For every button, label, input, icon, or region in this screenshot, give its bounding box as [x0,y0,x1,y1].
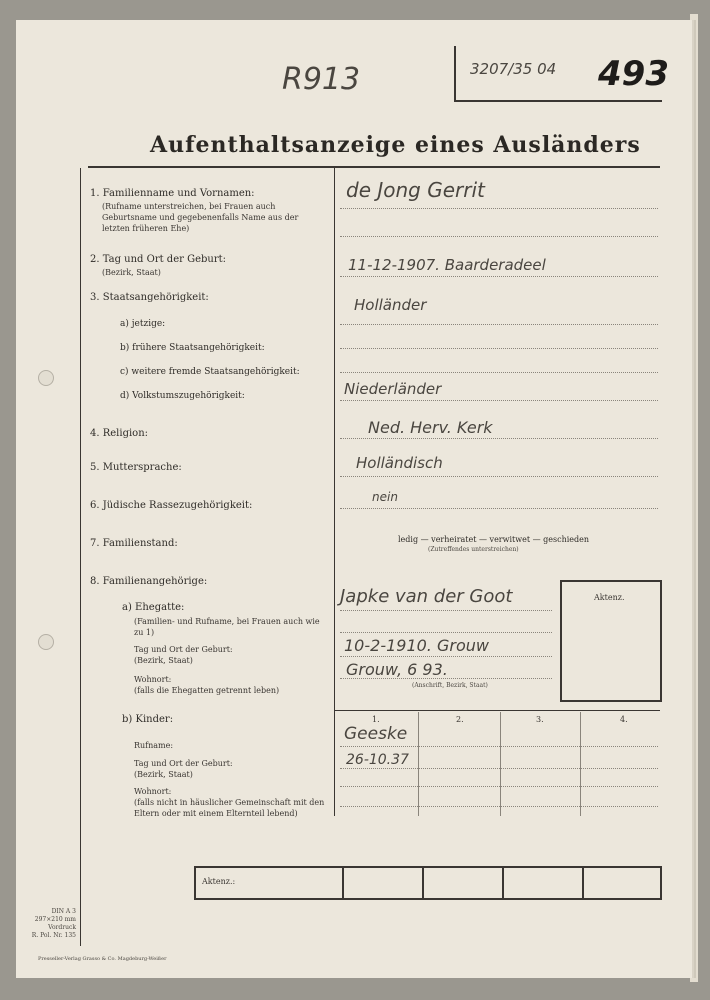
marital-status-note: (Zutreffendes unterstreichen) [428,546,519,553]
footer-sep-3 [502,868,504,898]
field-3-label: 3. Staatsangehörigkeit: [90,292,209,303]
spouse-label: a) Ehegatte: [122,602,185,613]
child-col-sep-2 [500,712,501,816]
spouse-residence-hint: (falls die Ehegatten getrennt leben) [134,686,280,695]
field-3b-label: b) frühere Staatsangehörigkeit: [120,343,265,353]
children-birth-line2 [340,786,658,787]
left-margin-rule [80,168,81,946]
field-5-value: Holländisch [356,454,443,472]
child1-birth-value: 26-10.37 [346,752,409,768]
field-4-line [340,438,658,439]
children-residence-line [340,806,658,807]
field-3a-line [340,324,658,325]
children-rufname-line [340,746,658,747]
field-2-label: 2. Tag und Ort der Geburt: [90,254,227,265]
column-divider [334,168,335,816]
children-residence-hint: (falls nicht in häuslicher Gemeinschaft mit den Eltern oder mit einem Elternteil lebend) [134,798,325,818]
field-6-value: nein [372,490,398,504]
field-3-value: Holländer [354,296,427,314]
child-col-sep-3 [580,712,581,816]
form-title: Aufenthaltsanzeige eines Ausländers [150,132,641,158]
spouse-residence-line [340,678,552,679]
aktenz-box-label: Aktenz. [594,593,625,602]
publisher-note: Presseller-Verlag Grasso & Co. Magdeburg-Weißer [38,956,167,962]
spouse-birth-line [340,656,552,657]
form-sheet [16,20,692,978]
child-col-2: 2. [456,715,464,724]
spouse-birth-label: Tag und Ort der Geburt: [134,645,233,654]
children-rufname-label: Rufname: [134,741,174,750]
spouse-name-value: Japke van der Goot [340,586,513,607]
spouse-name-line [340,610,552,611]
field-6-label: 6. Jüdische Rassezugehörigkeit: [90,500,253,511]
footer-aktenz-row [194,866,662,900]
children-residence-label: Wohnort: [134,787,172,796]
punch-hole-bottom [38,634,54,650]
field-5-line [340,476,658,477]
child-col-sep-1 [418,712,419,816]
spouse-address-note: (Anschrift, Bezirk, Staat) [412,682,488,689]
child-col-1: 1. [372,715,380,724]
children-birth-hint: (Bezirk, Staat) [134,770,193,779]
field-1-label: 1. Familienname und Vornamen: [90,188,255,199]
children-birth-label: Tag und Ort der Geburt: [134,759,233,768]
field-8-label: 8. Familienangehörige: [90,576,208,587]
field-3a-label: a) jetzige: [120,319,166,329]
children-label: b) Kinder: [122,714,174,725]
field-7-label: 7. Familienstand: [90,538,178,549]
file-number: 493 [598,54,669,94]
title-rule [88,166,660,168]
field-5-label: 5. Muttersprache: [90,462,182,473]
children-birth-line [340,768,658,769]
spouse-birth-value: 10-2-1910. Grouw [344,636,489,655]
field-6-line [340,508,658,509]
spouse-hint: (Familien- und Rufname, bei Frauen auch wie zu 1) [134,617,320,637]
field-3b-line [340,348,658,349]
field-4-value: Ned. Herv. Kerk [368,418,493,437]
field-1-value: de Jong Gerrit [346,178,485,202]
marital-status-options: ledig — verheiratet — verwitwet — geschieden [398,535,590,544]
ref-numbers: 3207/35 04 [470,60,557,78]
footer-sep-1 [342,868,344,898]
spouse-name-line2 [340,632,552,633]
spouse-residence-value: Grouw, 6 93. [346,660,448,679]
din-note: DIN A 3 297×210 mm Vordruck R. Pol. Nr. 135 [31,908,76,939]
field-3c-label: c) weitere fremde Staatsangehörigkeit: [120,367,300,377]
field-2-line [340,276,658,277]
spouse-birth-hint: (Bezirk, Staat) [134,656,193,665]
punch-hole-top [38,370,54,386]
field-1-line [340,208,658,209]
child-col-4: 4. [620,715,628,724]
field-4-label: 4. Religion: [90,428,149,439]
field-2-value: 11-12-1907. Baarderadeel [348,256,546,274]
spouse-residence-label: Wohnort: [134,675,172,684]
footer-sep-4 [582,868,584,898]
handwritten-stamp: R913 [282,62,361,97]
field-3c-line [340,372,658,373]
footer-aktenz-label: Aktenz.: [202,877,236,886]
field-3d-line [340,400,658,401]
footer-sep-2 [422,868,424,898]
children-top-rule [334,710,660,711]
field-3d-value: Niederländer [344,380,442,398]
field-2-hint: (Bezirk, Staat) [102,268,161,277]
child-col-3: 3. [536,715,544,724]
field-3d-label: d) Volkstumszugehörigkeit: [120,391,245,401]
field-1-hint: (Rufname unterstreichen, bei Frauen auch Geburtsname und gegebenenfalls Name aus der letzten früheren Ehe) [102,202,299,233]
field-1-line2 [340,236,658,237]
child1-name-value: Geeske [344,724,408,744]
